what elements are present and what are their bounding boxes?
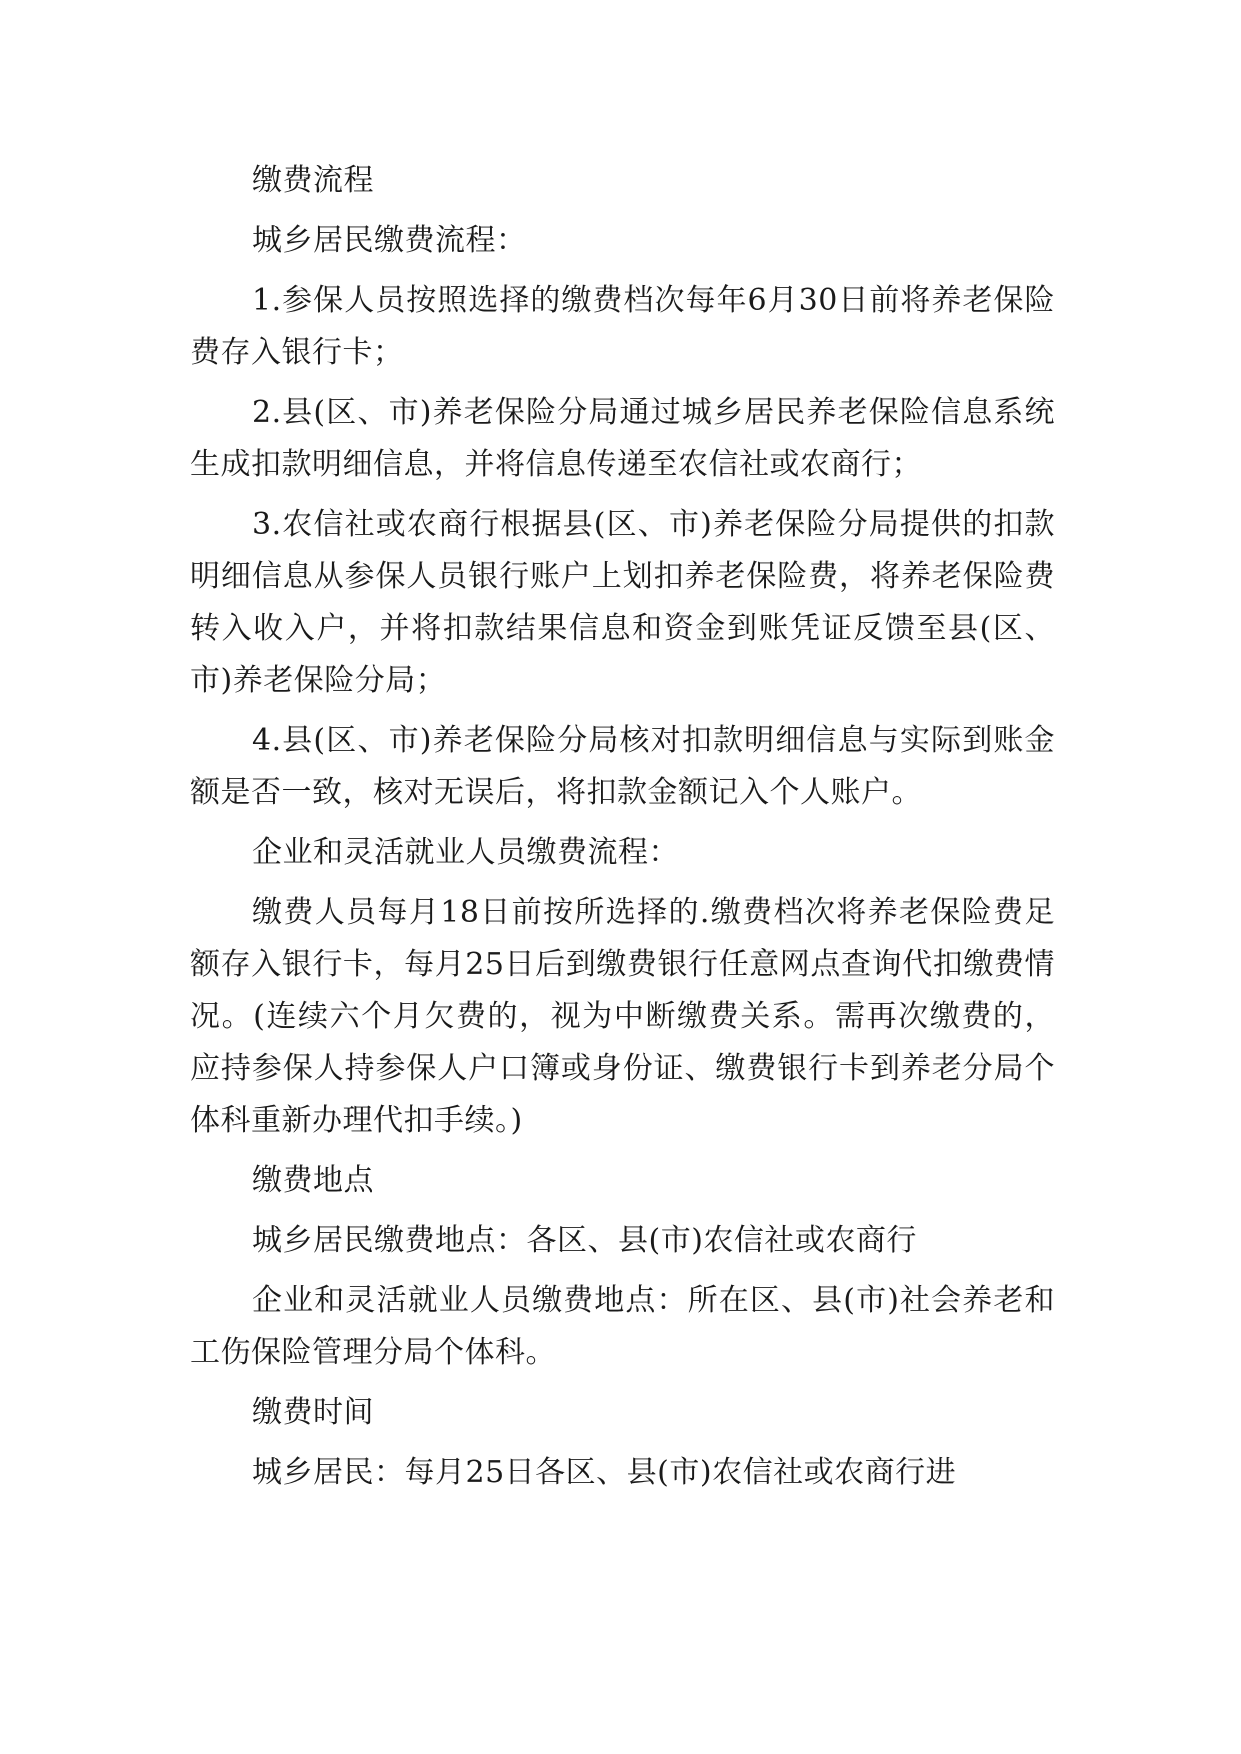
urban-rural-location-text: 城乡居民缴费地点：各区、县(市)农信社或农商行 — [252, 1223, 917, 1258]
process-step-4: 4.县(区、市)养老保险分局核对扣款明细信息与实际到账金额是否一致，核对无误后，将扣款金额记入个人账户。 — [190, 723, 1055, 810]
document-body — [190, 155, 1055, 1507]
section-heading-payment-process: 缴费流程 — [252, 163, 374, 198]
process-step-2: 2.县(区、市)养老保险分局通过城乡居民养老保险信息系统生成扣款明细信息，并将信息传递至农信社或农商行； — [190, 395, 1055, 482]
subheading-enterprise-flexible-process: 企业和灵活就业人员缴费流程： — [252, 835, 679, 870]
urban-rural-time-text: 城乡居民：每月25日各区、县(市)农信社或农商行进 — [252, 1455, 957, 1490]
subheading-urban-rural-process: 城乡居民缴费流程： — [252, 223, 527, 258]
enterprise-location-text: 企业和灵活就业人员缴费地点：所在区、县(市)社会养老和工伤保险管理分局个体科。 — [190, 1283, 1055, 1370]
section-heading-payment-location: 缴费地点 — [252, 1163, 374, 1198]
section-heading-payment-time: 缴费时间 — [252, 1395, 374, 1430]
process-step-3: 3.农信社或农商行根据县(区、市)养老保险分局提供的扣款明细信息从参保人员银行账户上划扣养老保险费，将养老保险费转入收入户，并将扣款结果信息和资金到账凭证反馈至县(区、市)养老保险分局； — [190, 507, 1055, 698]
process-step-1: 1.参保人员按照选择的缴费档次每年6月30日前将养老保险费存入银行卡； — [190, 283, 1055, 370]
enterprise-process-text: 缴费人员每月18日前按所选择的.缴费档次将养老保险费足额存入银行卡，每月25日后到缴费银行任意网点查询代扣缴费情况。(连续六个月欠费的，视为中断缴费关系。需再次缴费的，应持参保人持参保人户口簿或身份证、缴费银行卡到养老分局个体科重新办理代扣手续。) — [190, 895, 1055, 1138]
